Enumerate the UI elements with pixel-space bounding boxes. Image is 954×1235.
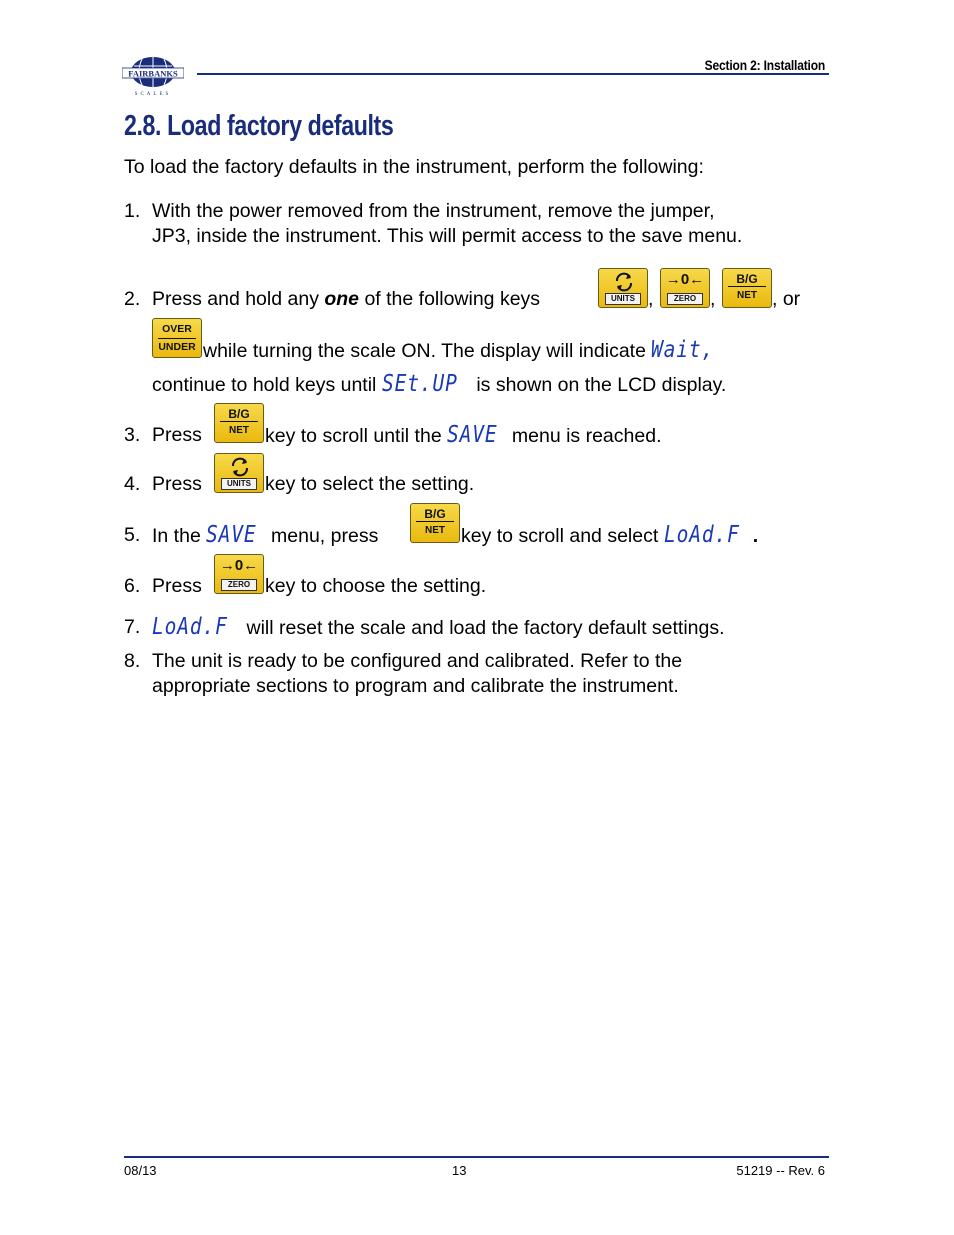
step-3-text: key to scroll until the SAVE menu is reached. — [265, 422, 662, 448]
logo-text: FAIRBANKS — [128, 68, 178, 79]
intro-text: To load the factory defaults in the instrument, perform the following: — [124, 156, 704, 178]
over-under-key: OVER UNDER — [152, 318, 202, 358]
bg-net-key: B/G NET — [722, 268, 772, 308]
units-key: UNITS — [214, 453, 264, 493]
step-8-line-1: The unit is ready to be configured and calibrated. Refer to the — [152, 650, 683, 672]
lcd-loadf: LoAd.F — [152, 614, 228, 640]
step-number: 1. — [124, 200, 141, 222]
step-2-line-1: Press and hold any one of the following keys — [152, 288, 541, 310]
step-number: 6. — [124, 575, 141, 597]
page-title: 2.8. Load factory defaults — [124, 110, 394, 142]
lcd-wait: Wait, — [651, 337, 715, 363]
footer-doc-number: 51219 -- Rev. 6 — [736, 1163, 825, 1178]
step-number: 4. — [124, 473, 141, 495]
step-number: 2. — [124, 288, 141, 310]
lcd-save: SAVE — [447, 422, 498, 448]
emphasis-one: one — [324, 288, 360, 310]
lcd-loadf: LoAd.F — [663, 522, 740, 548]
step-number: 7. — [124, 616, 141, 638]
header-rule — [197, 73, 829, 75]
zero-key: →0← ZERO — [660, 268, 710, 308]
step-number: 3. — [124, 424, 141, 446]
step-1-line-1: With the power removed from the instrument, remove the jumper, — [152, 200, 715, 222]
footer-page-number: 13 — [452, 1163, 467, 1178]
step-8-line-2: appropriate sections to program and calibrate the instrument. — [152, 675, 679, 697]
units-cycle-icon — [612, 271, 636, 293]
zero-key: →0← ZERO — [214, 554, 264, 594]
step-5-text-b: key to scroll and select LoAd.F . — [461, 522, 759, 548]
step-4-text: key to select the setting. — [265, 473, 475, 495]
footer-rule — [124, 1156, 829, 1158]
step-5-text-a: In the SAVE menu, press — [152, 522, 379, 548]
section-label: Section 2: Installation — [704, 57, 825, 73]
step-2-line-3: continue to hold keys until SEt.UP is shown on the LCD display. — [152, 371, 727, 397]
step-number: 5. — [124, 524, 141, 546]
lcd-save: SAVE — [206, 522, 257, 548]
units-cycle-icon — [228, 456, 252, 478]
step-7-text: LoAd.F will reset the scale and load the factory default settings. — [152, 614, 725, 640]
lcd-setup: SEt.UP — [381, 371, 458, 397]
footer-date: 08/13 — [124, 1163, 157, 1178]
units-key: UNITS — [598, 268, 648, 308]
step-number: 8. — [124, 650, 141, 672]
step-2-line-2: while turning the scale ON. The display will indicate Wait, — [203, 337, 715, 363]
step-6-text: key to choose the setting. — [265, 575, 487, 597]
logo-subtext: SCALES — [134, 92, 172, 97]
bg-net-key: B/G NET — [214, 403, 264, 443]
bg-net-key: B/G NET — [410, 503, 460, 543]
step-1-line-2: JP3, inside the instrument. This will permit access to the save menu. — [152, 225, 743, 247]
fairbanks-logo — [122, 55, 184, 97]
